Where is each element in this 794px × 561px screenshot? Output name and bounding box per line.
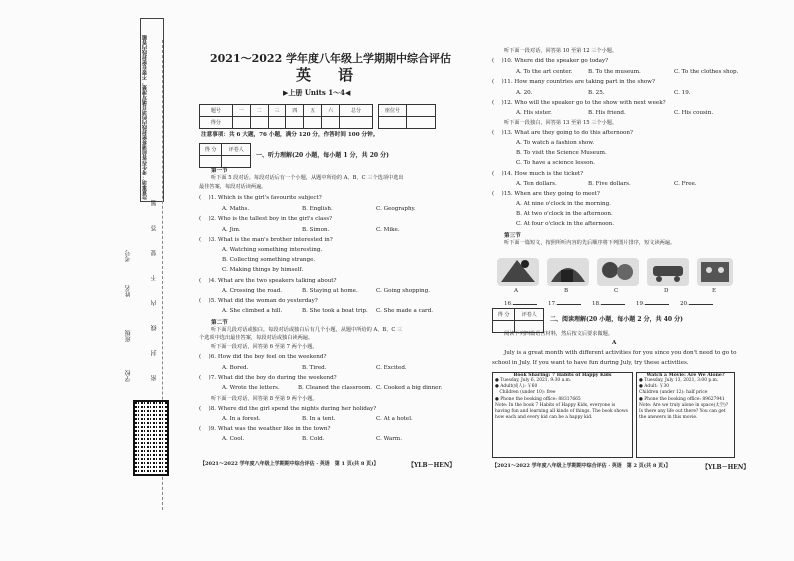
pic-label-e: E — [712, 288, 717, 294]
binding-cut-word: 答 — [151, 225, 158, 231]
section-2-instr: 听下面几段对话或独白。每段对话或独白后有几个小题，从题中所给的 A、B、C 三 — [211, 327, 403, 333]
option[interactable]: B. Tired. — [302, 365, 327, 371]
score-cell[interactable] — [322, 117, 340, 129]
question-10: ( )10. Where did the speaker go today? — [492, 58, 609, 64]
picture-e — [697, 258, 733, 286]
option[interactable]: C. To the clothes shop. — [674, 69, 739, 75]
exam-scope: ▶上册 Units 1～4◀ — [283, 88, 351, 97]
exam-title: 2021～2022 学年度八年级上学期期中综合评估 — [210, 52, 452, 65]
section-2-instr: 个选项中选出最佳答案，每段对话或独白读两遍。 — [199, 335, 314, 341]
binding-cut-word: 题 — [151, 200, 158, 206]
option[interactable]: B. English. — [302, 206, 333, 212]
binding-label-class: 班级 — [125, 330, 132, 342]
score-cell[interactable] — [232, 117, 250, 129]
listening-title: 一、听力理解(20 小题，每小题 1 分，共 20 分) — [256, 152, 389, 159]
option[interactable]: B. At two o'clock in the afternoon. — [516, 211, 613, 217]
option[interactable]: B. 25. — [588, 90, 605, 96]
option[interactable]: B. Simon. — [302, 227, 330, 233]
option[interactable]: A. To watch a fashion show. — [516, 140, 595, 146]
blank-num: 19. — [636, 301, 645, 307]
question-15: ( )15. When are they going to meet? — [492, 191, 600, 197]
blank-num: 16. — [504, 301, 513, 307]
question-6: ( )6. How did the boy feel on the weekend? — [199, 354, 327, 360]
option[interactable]: A. 20. — [516, 90, 533, 96]
option[interactable]: C. To have a science lesson. — [516, 160, 595, 166]
score-table — [199, 104, 373, 129]
exam-notes: 注意事项：共 6 大题，76 小题，满分 120 分，作答时间 100 分钟。 — [201, 132, 379, 138]
binding-notice: 注意事项：考生作答前请将密封线内的项目填写清楚，不要在密封线内答题 — [140, 18, 164, 202]
option[interactable]: A. To the art center. — [516, 69, 573, 75]
blank-num: 18. — [592, 301, 601, 307]
footer-right-code: 【YLB－HEN】 — [702, 464, 750, 471]
passage-line: July is a great month with different activities for you since you don't need to go to — [504, 350, 737, 356]
question-13: ( )13. What are they going to do this afternoon? — [492, 130, 634, 136]
seat-label: 座位号 — [379, 105, 407, 117]
blank-18[interactable] — [592, 298, 625, 308]
score-col: 三 — [268, 105, 286, 117]
option[interactable]: C. Geography. — [376, 206, 416, 212]
question-11: ( )11. How many countries are taking part in the show? — [492, 79, 655, 85]
blank-19[interactable] — [636, 298, 669, 308]
option[interactable]: A. Maths. — [222, 206, 250, 212]
option[interactable]: A. Ten dollars. — [516, 181, 557, 187]
binding-cut-word: 密 — [151, 375, 158, 381]
pic-label-c: C — [614, 288, 619, 294]
score-col: 五 — [304, 105, 322, 117]
reading-title: 二、阅读理解(20 小题，每小题 2 分，共 40 分) — [550, 316, 683, 323]
event-line: Note: In the book 7 Habits of Happy Kids, everyone is having fun and learning all kinds of things. The book shows how each and every kid can be a happy kid. — [495, 402, 628, 421]
picture-a — [497, 258, 539, 286]
score-col: 六 — [322, 105, 340, 117]
grader-score: 得 分 — [493, 309, 515, 321]
passage-line: school in July. If you want to have fun during July, try these activities. — [492, 360, 689, 366]
option[interactable]: A. Bored. — [222, 365, 249, 371]
event-box-head: Book Sharing: 7 Habits of Happy Kids — [513, 373, 612, 378]
question-5: ( )5. What did the woman do yesterday? — [199, 298, 318, 304]
passage-label: A — [612, 340, 617, 346]
footer-left-code: 【YLB－HEN】 — [408, 462, 456, 469]
section-2-label: 第二节 — [211, 320, 228, 326]
binding-cut-word: 要 — [151, 250, 158, 256]
option[interactable]: A. She climbed a hill. — [222, 308, 283, 314]
event-box-book-sharing — [492, 372, 633, 458]
event-line: ● Adult(成人): ￥60 — [495, 384, 538, 390]
option[interactable]: C. Going shopping. — [376, 288, 430, 294]
grader-reviewer: 评卷人 — [515, 309, 544, 321]
option[interactable]: C. Free. — [674, 181, 697, 187]
event-line: Note: Are we truly alone in space(太空)? Is there any life out there? You can get the answers in this movie. — [639, 402, 729, 421]
binding-cut-word: 内 — [151, 300, 158, 306]
option[interactable]: A. At nine o'clock in the morning. — [516, 201, 611, 207]
question-4: ( )4. What are the two speakers talking about? — [199, 278, 337, 284]
event-line: ● Tuesday, July 6, 2021, 9:30 a.m. — [495, 378, 572, 383]
option[interactable]: B. Staying at home. — [302, 288, 358, 294]
binding-cut-word: 线 — [151, 325, 158, 331]
option[interactable]: C. At four o'clock in the afternoon. — [516, 221, 615, 227]
footer-right: 【2021～2022 学年度八年级上学期期中综合评估 · 英语 第 2 页(共 8 页)】 — [492, 463, 671, 469]
reading-instr: 阅读下列四篇语言材料，然后按文后要求做题。 — [504, 331, 613, 337]
blank-num: 17. — [548, 301, 557, 307]
score-row-label: 得分 — [200, 117, 233, 129]
event-line: ● Phone the booking office: 88317665 — [495, 396, 581, 402]
right-sub-1: 听下面一段对话，回答第 10 至第 12 三个小题。 — [504, 48, 618, 54]
score-col: 总分 — [340, 105, 373, 117]
pic-label-a: A — [514, 288, 519, 294]
score-col: 四 — [286, 105, 304, 117]
grader-reviewer: 评卷人 — [222, 144, 251, 156]
option[interactable]: C. Mike. — [376, 227, 400, 233]
option[interactable]: C. She made a card. — [376, 308, 434, 314]
question-7: ( )7. What did the boy do during the weekend? — [199, 375, 337, 381]
pic-label-b: B — [564, 288, 569, 294]
right-sub-2: 听下面一段独白，回答第 13 至第 15 三个小题。 — [504, 120, 618, 126]
question-8: ( )8. Where did the girl spend the nights during her holiday? — [199, 406, 377, 412]
option[interactable]: C. Warm. — [376, 436, 402, 442]
binding-label-name: 姓名 — [125, 285, 132, 297]
binding-cut-word: 封 — [151, 350, 158, 356]
option[interactable]: B. Cold. — [302, 436, 325, 442]
option[interactable]: C. Cooked a big dinner. — [376, 385, 443, 391]
section-1-instr: 听下面 5 段对话。每段对话后有一个小题，从题中所给的 A、B、C 三个选项中选出 — [211, 175, 404, 181]
subject-title: 英 语 — [296, 66, 360, 84]
section-1-instr: 最佳答案，每段对话读两遍。 — [199, 184, 267, 190]
seat-cell[interactable] — [407, 117, 436, 129]
blank-num: 20. — [680, 301, 689, 307]
question-9: ( )9. What was the weather like in the town? — [199, 426, 331, 432]
question-14: ( )14. How much is the ticket? — [492, 171, 584, 177]
seat-table — [378, 104, 436, 129]
section-2-sub: 听下面一段对话，回答第 6 至第 7 两个小题。 — [211, 344, 318, 350]
option[interactable]: C. 19. — [674, 90, 691, 96]
event-box-head: Watch a Movie: Are We Alone? — [646, 373, 725, 378]
picture-row — [495, 252, 735, 288]
score-cell[interactable] — [268, 117, 286, 129]
section-3-instr: 听下面一篇短文，按照所听内容的先后顺序将下列图片排序，短文读两遍。 — [504, 240, 676, 246]
score-cell[interactable] — [340, 117, 373, 129]
pic-label-d: D — [664, 288, 669, 294]
score-cell[interactable] — [286, 117, 304, 129]
option[interactable]: B. His friend. — [588, 110, 626, 116]
blank-20[interactable] — [680, 298, 713, 308]
option[interactable]: A. Crossing the road. — [222, 288, 283, 294]
option[interactable]: B. To visit the Science Museum. — [516, 150, 607, 156]
binding-cut-word: 不 — [151, 275, 158, 281]
binding-label-school: 学校 — [125, 370, 132, 382]
score-col: 题号 — [200, 105, 233, 117]
event-line: ● Tuesday, July 13, 2021, 3:00 p.m. — [639, 378, 719, 383]
score-col: 二 — [250, 105, 268, 117]
picture-c — [597, 258, 639, 286]
option[interactable]: C. His cousin. — [674, 110, 714, 116]
option[interactable]: B. She took a boat trip. — [302, 308, 368, 314]
binding-label-exam-no: 考号 — [125, 250, 132, 262]
option[interactable]: B. In a tent. — [302, 416, 336, 422]
option[interactable]: C. At a hotel. — [376, 416, 413, 422]
option[interactable]: B. Cleaned the classroom. — [298, 385, 373, 391]
option[interactable]: A. In a forest. — [222, 416, 261, 422]
question-12: ( )12. Who will the speaker go to the show with next week? — [492, 100, 666, 106]
grader-box — [199, 143, 251, 168]
option[interactable]: B. To the museum. — [588, 69, 641, 75]
grader-score: 得 分 — [200, 144, 222, 156]
blank-17[interactable] — [548, 298, 581, 308]
seat-cell[interactable] — [407, 105, 436, 117]
score-cell[interactable] — [304, 117, 322, 129]
event-box-movie — [636, 372, 735, 458]
option[interactable]: A. Watching something interesting. — [222, 247, 323, 253]
grader-box-2 — [492, 308, 544, 333]
option[interactable]: B. Collecting something strange. — [222, 257, 316, 263]
section-1-label: 第一节 — [211, 168, 228, 174]
blank-16[interactable] — [504, 298, 537, 308]
section-3-label: 第三节 — [504, 233, 521, 239]
seat-cell[interactable] — [379, 117, 407, 129]
picture-d — [647, 258, 689, 286]
picture-b — [547, 258, 589, 286]
option[interactable]: C. Excited. — [376, 365, 407, 371]
question-3: ( )3. What is the man's brother interested in? — [199, 237, 333, 243]
option[interactable]: A. His sister. — [516, 110, 552, 116]
event-line: Children (under 12): half price — [639, 390, 708, 396]
qr-code — [133, 400, 169, 476]
score-cell[interactable] — [250, 117, 268, 129]
question-1: ( )1. Which is the girl's favourite subject? — [199, 195, 322, 201]
option[interactable]: A. Jim. — [222, 227, 241, 233]
footer-left: 【2021～2022 学年度八年级上学期期中综合评估 · 英语 第 1 页(共 8 页)】 — [200, 461, 379, 467]
option[interactable]: A. Wrote the letters. — [222, 385, 280, 391]
option[interactable]: C. Making things by himself. — [222, 267, 304, 273]
event-line: Children (under 10): free — [495, 390, 556, 396]
score-col: 一 — [232, 105, 250, 117]
option[interactable]: A. Cool. — [222, 436, 245, 442]
option[interactable]: B. Five dollars. — [588, 181, 631, 187]
question-2: ( )2. Who is the tallest boy in the girl's class? — [199, 216, 333, 222]
section-2-sub: 听下面一段对话，回答第 8 至第 9 两个小题。 — [211, 396, 318, 402]
event-line: ● Adult: ￥30 — [639, 384, 670, 390]
event-line: ● Phone the booking office: 89627941 — [639, 396, 725, 402]
